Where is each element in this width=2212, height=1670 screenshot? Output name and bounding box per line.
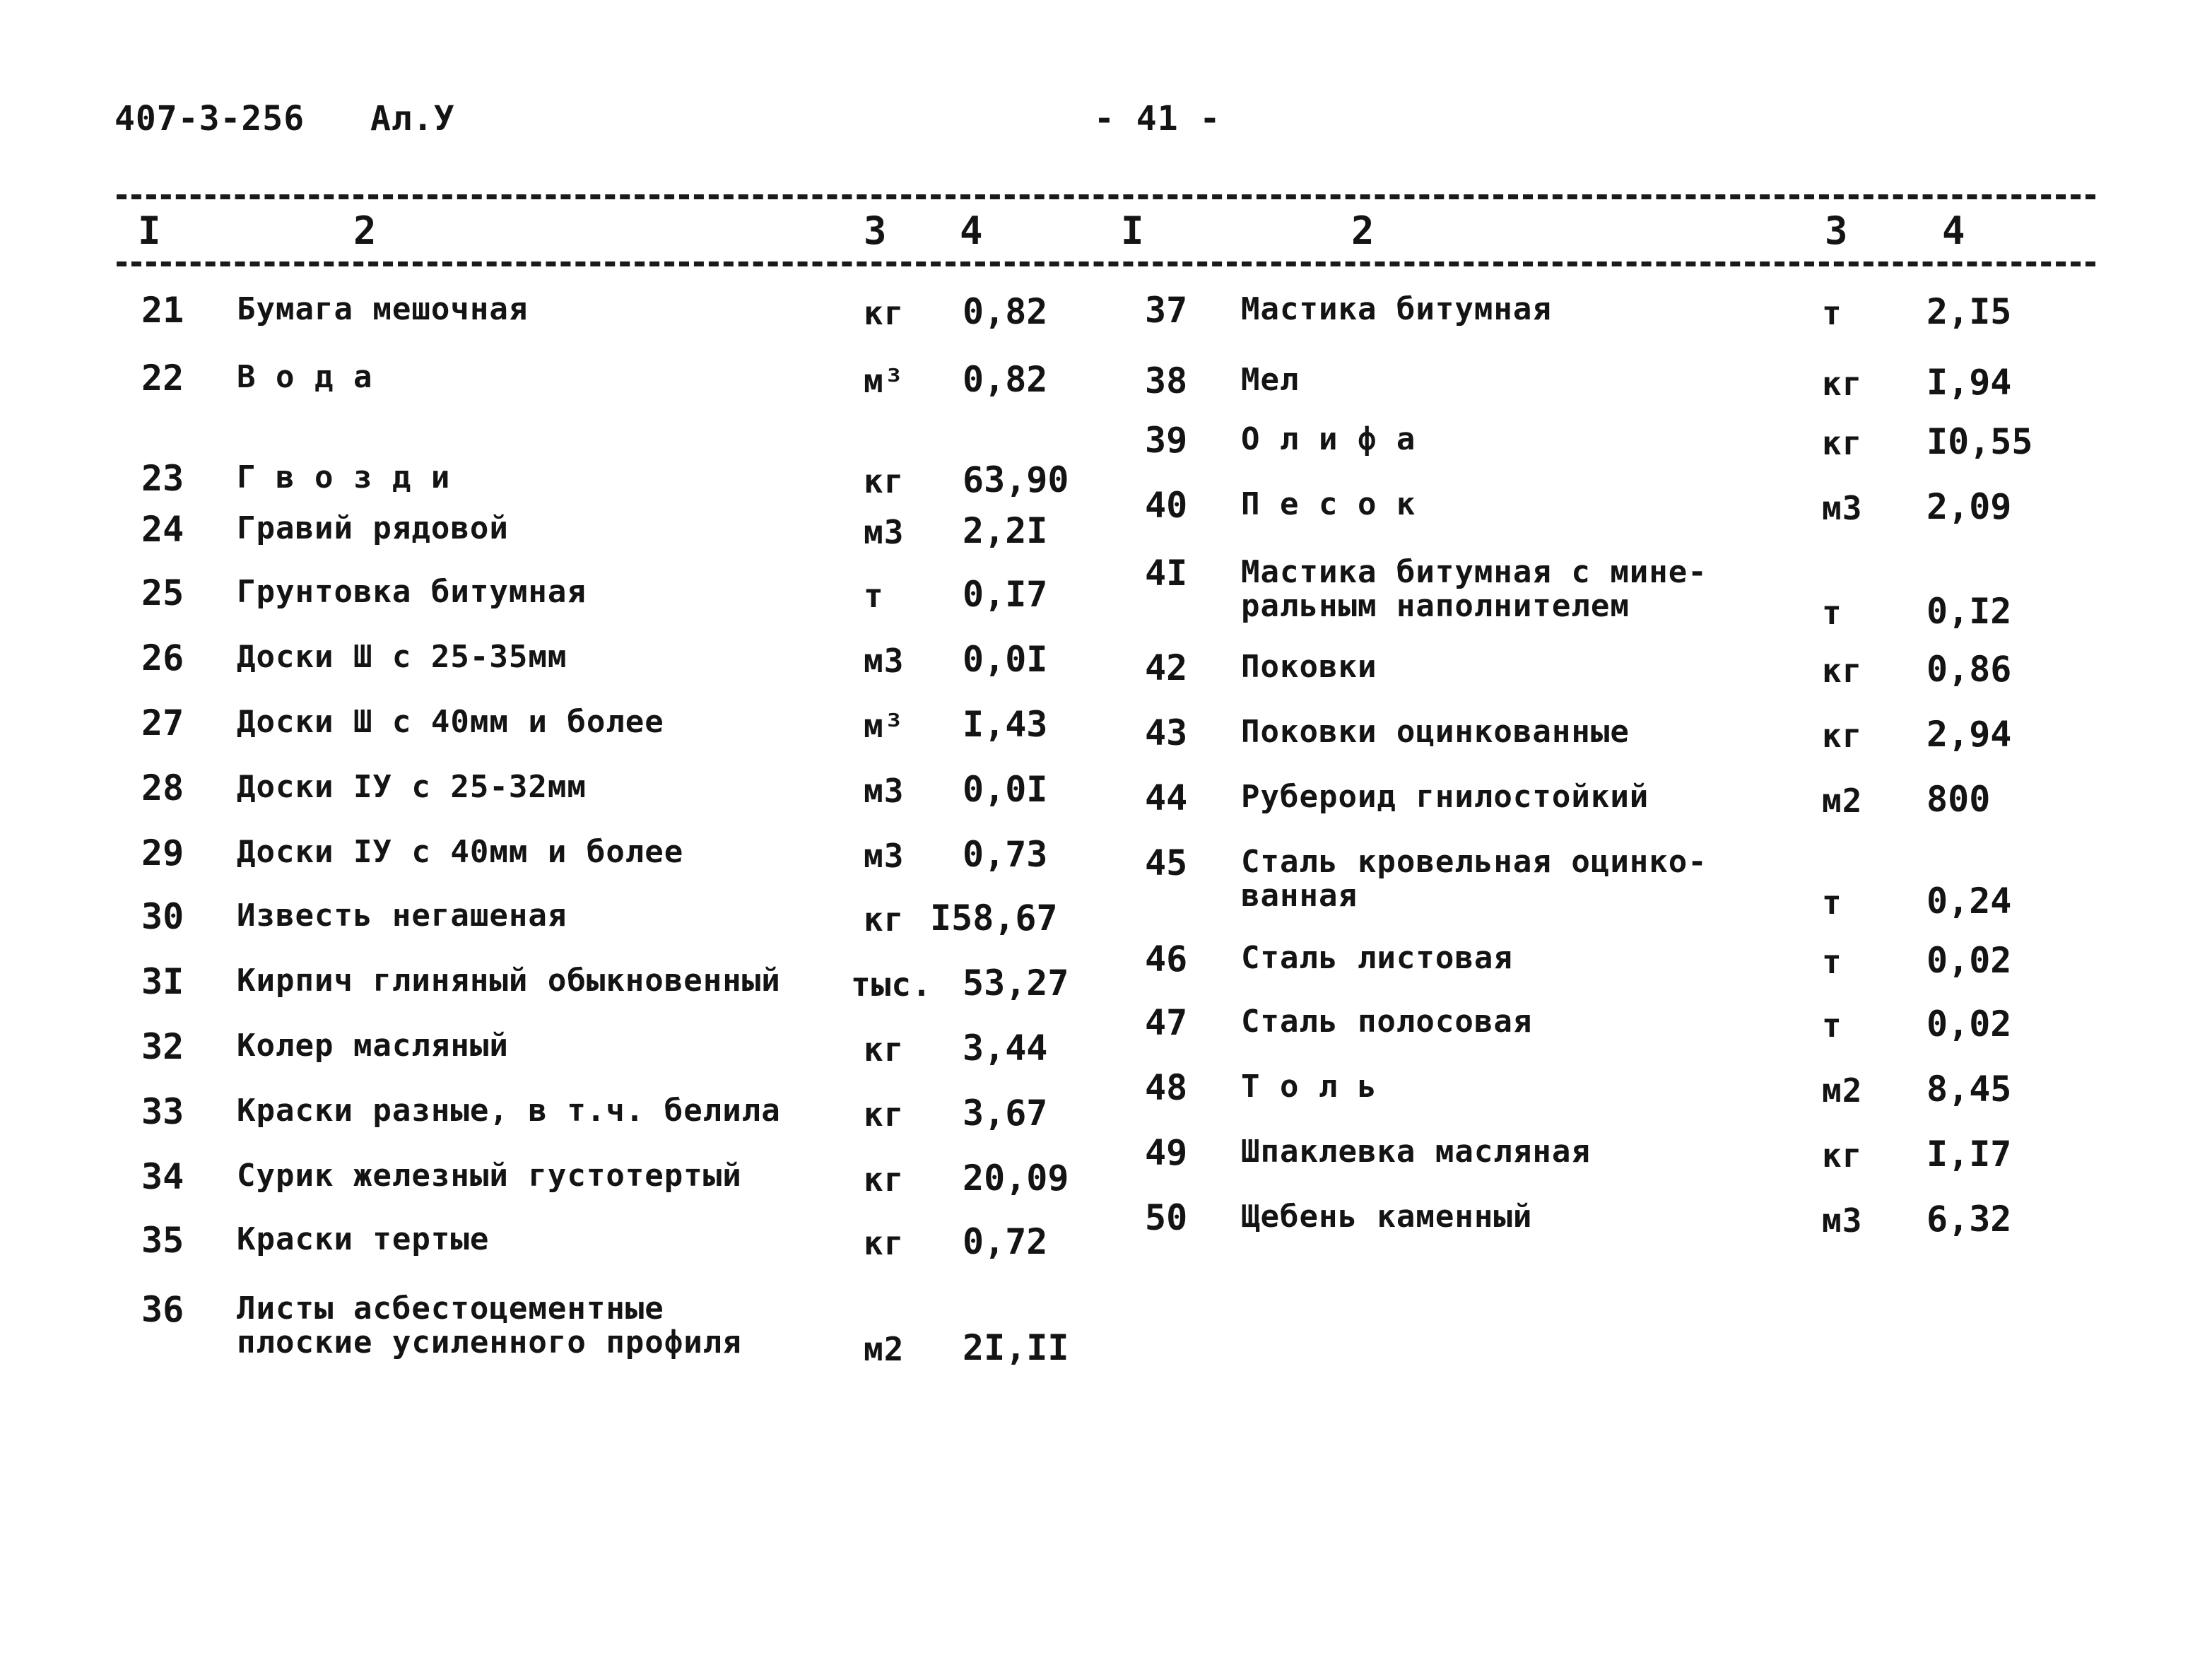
material-name-line: Шпаклевка масляная bbox=[1241, 1134, 1591, 1170]
row-number: 36 bbox=[141, 1289, 184, 1330]
material-name-line: Поковки оцинкованные bbox=[1241, 714, 1630, 750]
material-name bbox=[1241, 1135, 1591, 1169]
column-header-right-2: 2 bbox=[1351, 208, 1375, 253]
material-name-line: Мастика битумная bbox=[1241, 291, 1552, 327]
quantity-value: 8,45 bbox=[1926, 1069, 2012, 1110]
quantity-value: 0,73 bbox=[963, 834, 1048, 875]
unit-of-measure: м3 bbox=[864, 513, 905, 551]
row-number: 46 bbox=[1145, 939, 1188, 980]
unit-of-measure: кг bbox=[864, 1095, 905, 1134]
column-header-left-3: 3 bbox=[864, 208, 887, 253]
material-name-line: Колер масляный bbox=[237, 1028, 509, 1064]
row-number: 42 bbox=[1145, 647, 1188, 688]
row-number: 35 bbox=[141, 1220, 184, 1261]
row-number: 45 bbox=[1145, 842, 1188, 883]
unit-of-measure: м2 bbox=[1822, 782, 1863, 820]
material-name bbox=[1241, 1070, 1377, 1104]
quantity-value: 800 bbox=[1926, 779, 1991, 820]
unit-of-measure: м3 bbox=[864, 772, 905, 810]
material-name-line: Г в о з д и bbox=[237, 459, 451, 495]
material-name bbox=[1241, 650, 1377, 684]
row-number: 21 bbox=[141, 290, 184, 331]
material-name bbox=[1241, 845, 1707, 913]
material-name-line: Доски Ш с 40мм и более bbox=[237, 704, 664, 740]
unit-of-measure: м3 bbox=[1822, 489, 1863, 527]
unit-of-measure: т bbox=[1822, 594, 1842, 632]
unit-of-measure: кг bbox=[1822, 1136, 1863, 1175]
material-name bbox=[1241, 488, 1416, 522]
quantity-value: 0,02 bbox=[1926, 1004, 2012, 1045]
material-name bbox=[237, 964, 781, 998]
row-number: 28 bbox=[141, 768, 184, 808]
material-name-line: Бумага мешочная bbox=[237, 291, 529, 327]
material-name bbox=[1241, 780, 1649, 814]
row-number: 44 bbox=[1145, 777, 1188, 818]
material-name bbox=[237, 1094, 781, 1128]
row-number: 38 bbox=[1145, 360, 1188, 401]
material-name bbox=[237, 640, 567, 674]
unit-of-measure: т bbox=[1822, 943, 1842, 981]
table-top-rule bbox=[117, 194, 2095, 199]
unit-of-measure: кг bbox=[864, 1160, 905, 1199]
unit-of-measure: кг bbox=[864, 1030, 905, 1069]
album-label: Ал.У bbox=[370, 99, 455, 139]
row-number: 23 bbox=[141, 458, 184, 499]
unit-of-measure: м³ bbox=[864, 362, 905, 400]
material-name bbox=[1241, 363, 1299, 397]
material-name-line: Сурик железный густотертый bbox=[237, 1158, 742, 1194]
document-code: 407-3-256 bbox=[114, 99, 305, 139]
material-name-line: Известь негашеная bbox=[237, 898, 567, 934]
row-number: 29 bbox=[141, 833, 184, 874]
material-name bbox=[237, 575, 587, 609]
row-number: 34 bbox=[141, 1156, 184, 1197]
unit-of-measure: кг bbox=[1822, 652, 1863, 690]
row-number: 50 bbox=[1145, 1197, 1188, 1238]
material-name-line: Сталь кровельная оцинко- bbox=[1241, 844, 1707, 880]
quantity-value: 3,67 bbox=[963, 1093, 1048, 1134]
unit-of-measure: м3 bbox=[1822, 1201, 1863, 1240]
unit-of-measure: кг bbox=[864, 462, 905, 500]
material-name bbox=[1241, 1200, 1532, 1234]
unit-of-measure: т bbox=[1822, 883, 1842, 922]
quantity-value: I,I7 bbox=[1926, 1134, 2012, 1175]
row-number: 37 bbox=[1145, 290, 1188, 331]
material-name bbox=[1241, 555, 1707, 623]
material-name bbox=[237, 293, 528, 327]
quantity-value: 2,09 bbox=[1926, 486, 2012, 527]
material-name-line: Мастика битумная с мине- bbox=[1241, 554, 1707, 590]
material-name-line: Т о л ь bbox=[1241, 1069, 1377, 1105]
quantity-value: 0,I2 bbox=[1926, 591, 2012, 632]
page-number: - 41 - bbox=[1094, 99, 1221, 139]
column-header-right-4: 4 bbox=[1942, 208, 1965, 253]
column-header-right-3: 3 bbox=[1825, 208, 1848, 253]
row-number: 27 bbox=[141, 702, 184, 743]
material-name-line: ванная bbox=[1241, 878, 1358, 914]
column-header-right-1: I bbox=[1121, 208, 1144, 253]
material-name-line: Мел bbox=[1241, 362, 1300, 398]
material-name bbox=[237, 1029, 509, 1063]
row-number: 47 bbox=[1145, 1002, 1188, 1043]
material-name-line: Краски разные, в т.ч. белила bbox=[237, 1093, 781, 1129]
material-name-line: Поковки bbox=[1241, 649, 1377, 685]
unit-of-measure: кг bbox=[1822, 424, 1863, 462]
quantity-value: 3,44 bbox=[963, 1028, 1048, 1069]
material-name bbox=[237, 770, 587, 804]
material-name bbox=[1241, 423, 1416, 457]
unit-of-measure: м3 bbox=[864, 837, 905, 875]
quantity-value: 0,72 bbox=[963, 1221, 1048, 1262]
column-header-left-2: 2 bbox=[353, 208, 377, 253]
material-name-line: Сталь листовая bbox=[1241, 940, 1513, 976]
material-name-line: О л и ф а bbox=[1241, 421, 1416, 457]
row-number: 49 bbox=[1145, 1132, 1188, 1173]
quantity-value: I,43 bbox=[963, 704, 1048, 745]
material-name-line: Грунтовка битумная bbox=[237, 574, 587, 610]
material-name bbox=[237, 461, 450, 495]
unit-of-measure: кг bbox=[1822, 365, 1863, 403]
material-name-line: В о д а bbox=[237, 359, 373, 395]
quantity-value: 0,82 bbox=[963, 359, 1048, 400]
quantity-value: 0,0I bbox=[963, 769, 1048, 810]
material-name bbox=[237, 899, 567, 933]
quantity-value: 0,02 bbox=[1926, 940, 2012, 981]
material-name bbox=[237, 360, 372, 394]
column-header-left-4: 4 bbox=[960, 208, 983, 253]
material-name-line: Доски Ш с 25-35мм bbox=[237, 639, 567, 675]
quantity-value: I0,55 bbox=[1926, 421, 2033, 462]
row-number: 22 bbox=[141, 358, 184, 399]
row-number: 40 bbox=[1145, 485, 1188, 526]
material-name bbox=[237, 1159, 742, 1193]
quantity-value: 53,27 bbox=[963, 963, 1069, 1004]
column-header-left-1: I bbox=[138, 208, 161, 253]
unit-of-measure: м³ bbox=[864, 707, 905, 745]
quantity-value: 0,86 bbox=[1926, 649, 2012, 690]
material-name-line: плоские усиленного профиля bbox=[237, 1324, 742, 1360]
material-name-line: Доски IУ с 40мм и более bbox=[237, 834, 684, 870]
material-name bbox=[237, 512, 509, 546]
material-name bbox=[1241, 293, 1552, 327]
material-name-line: Краски тертые bbox=[237, 1221, 490, 1257]
material-name-line: Сталь полосовая bbox=[1241, 1004, 1533, 1040]
material-name-line: П е с о к bbox=[1241, 486, 1416, 522]
quantity-value: 0,I7 bbox=[963, 574, 1048, 615]
row-number: 24 bbox=[141, 509, 184, 550]
quantity-value: 2I,II bbox=[963, 1327, 1069, 1368]
quantity-value: I58,67 bbox=[930, 898, 1058, 939]
row-number: 3I bbox=[141, 961, 184, 1002]
material-name-line: Кирпич глиняный обыкновенный bbox=[237, 963, 781, 999]
unit-of-measure: т bbox=[864, 577, 884, 615]
quantity-value: I,94 bbox=[1926, 362, 2012, 403]
row-number: 33 bbox=[141, 1091, 184, 1132]
row-number: 39 bbox=[1145, 420, 1188, 461]
row-number: 26 bbox=[141, 637, 184, 678]
quantity-value: 0,24 bbox=[1926, 881, 2012, 922]
material-name-line: Щебень каменный bbox=[1241, 1199, 1533, 1235]
material-name bbox=[237, 705, 664, 739]
unit-of-measure: м2 bbox=[1822, 1071, 1863, 1110]
unit-of-measure: т bbox=[1822, 1006, 1842, 1045]
material-name bbox=[1241, 715, 1630, 749]
material-name bbox=[237, 1292, 742, 1360]
quantity-value: 2,94 bbox=[1926, 714, 2012, 755]
unit-of-measure: тыс. bbox=[851, 965, 932, 1004]
material-name-line: Гравий рядовой bbox=[237, 510, 509, 546]
unit-of-measure: м3 bbox=[864, 642, 905, 680]
unit-of-measure: т bbox=[1822, 294, 1842, 332]
row-number: 4I bbox=[1145, 553, 1188, 594]
row-number: 43 bbox=[1145, 712, 1188, 753]
row-number: 32 bbox=[141, 1026, 184, 1067]
material-name bbox=[237, 835, 683, 869]
material-name bbox=[1241, 941, 1513, 975]
unit-of-measure: м2 bbox=[864, 1330, 905, 1368]
row-number: 25 bbox=[141, 572, 184, 613]
material-name-line: Рубероид гнилостойкий bbox=[1241, 779, 1649, 815]
row-number: 30 bbox=[141, 896, 184, 937]
row-number: 48 bbox=[1145, 1067, 1188, 1108]
quantity-value: 2,I5 bbox=[1926, 291, 2012, 332]
quantity-value: 63,90 bbox=[963, 459, 1069, 500]
material-name-line: Доски IУ с 25-32мм bbox=[237, 769, 587, 805]
unit-of-measure: кг bbox=[864, 294, 905, 332]
material-name-line: Листы асбестоцементные bbox=[237, 1290, 664, 1327]
unit-of-measure: кг bbox=[864, 900, 905, 939]
material-name bbox=[237, 1223, 489, 1257]
unit-of-measure: кг bbox=[1822, 717, 1863, 755]
quantity-value: 20,09 bbox=[963, 1158, 1069, 1199]
quantity-value: 2,2I bbox=[963, 510, 1048, 551]
quantity-value: 6,32 bbox=[1926, 1199, 2012, 1240]
table-header-rule bbox=[117, 261, 2095, 266]
quantity-value: 0,82 bbox=[963, 291, 1048, 332]
unit-of-measure: кг bbox=[864, 1224, 905, 1262]
material-name-line: ральным наполнителем bbox=[1241, 588, 1630, 624]
quantity-value: 0,0I bbox=[963, 639, 1048, 680]
material-name bbox=[1241, 1005, 1532, 1039]
